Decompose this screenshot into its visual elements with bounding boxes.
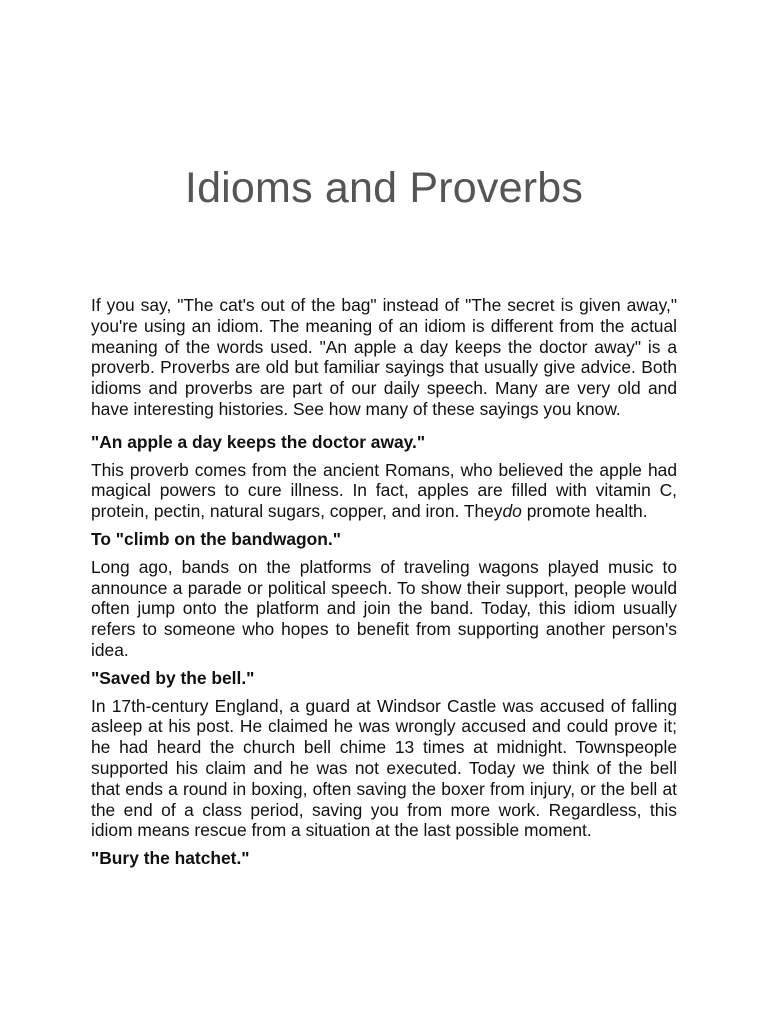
section-body-bell: In 17th-century England, a guard at Windsor Castle was accused of falling asleep at his post. He claimed he was wrongly accused and could prove it; he had heard the church bell chime 13 times at midnight. Townspeople supported his claim and he was not executed. Today we think of the bell that ends a round in boxing, often saving the boxer from injury, or the bell at the end of a class period, saving you from more work. Regardless, this idiom means rescue from a situation at the last possible moment. [91,695,677,841]
section-body-apple-text: This proverb comes from the ancient Romans, who believed the apple had magical powers to cure illness. In fact, apples are filled with vitamin C, protein, pectin, natural sugars, copper, and iron. They [91,459,677,522]
section-body-apple-emphasis: do [502,501,522,522]
intro-paragraph: If you say, "The cat's out of the bag" instead of "The secret is given away," you're using an idiom. The meaning of an idiom is different from the actual meaning of the words used. "An apple a day keeps the doctor away" is a proverb. Proverbs are old but familiar sayings that usually give advice. Both idioms and proverbs are part of our daily speech. Many are very old and have interesting histories. See how many of these sayings you know. [91,295,677,419]
section-heading-hatchet: "Bury the hatchet." [91,848,250,869]
document-body [91,295,677,876]
section-heading-apple: "An apple a day keeps the doctor away." [91,431,426,452]
section-body-bandwagon: Long ago, bands on the platforms of traveling wagons played music to announce a parade or political speech. To show their support, people would often jump onto the platform and join the band. Today, this idiom usually refers to someone who hopes to benefit from supporting another person's idea. [91,556,677,660]
section-body-apple [91,460,677,522]
section-heading-bandwagon: To "climb on the bandwagon." [91,528,341,549]
section-heading-bell: "Saved by the bell." [91,667,255,688]
section-body-apple-text-end: promote health. [521,501,648,522]
page-title: Idioms and Proverbs [184,164,584,212]
